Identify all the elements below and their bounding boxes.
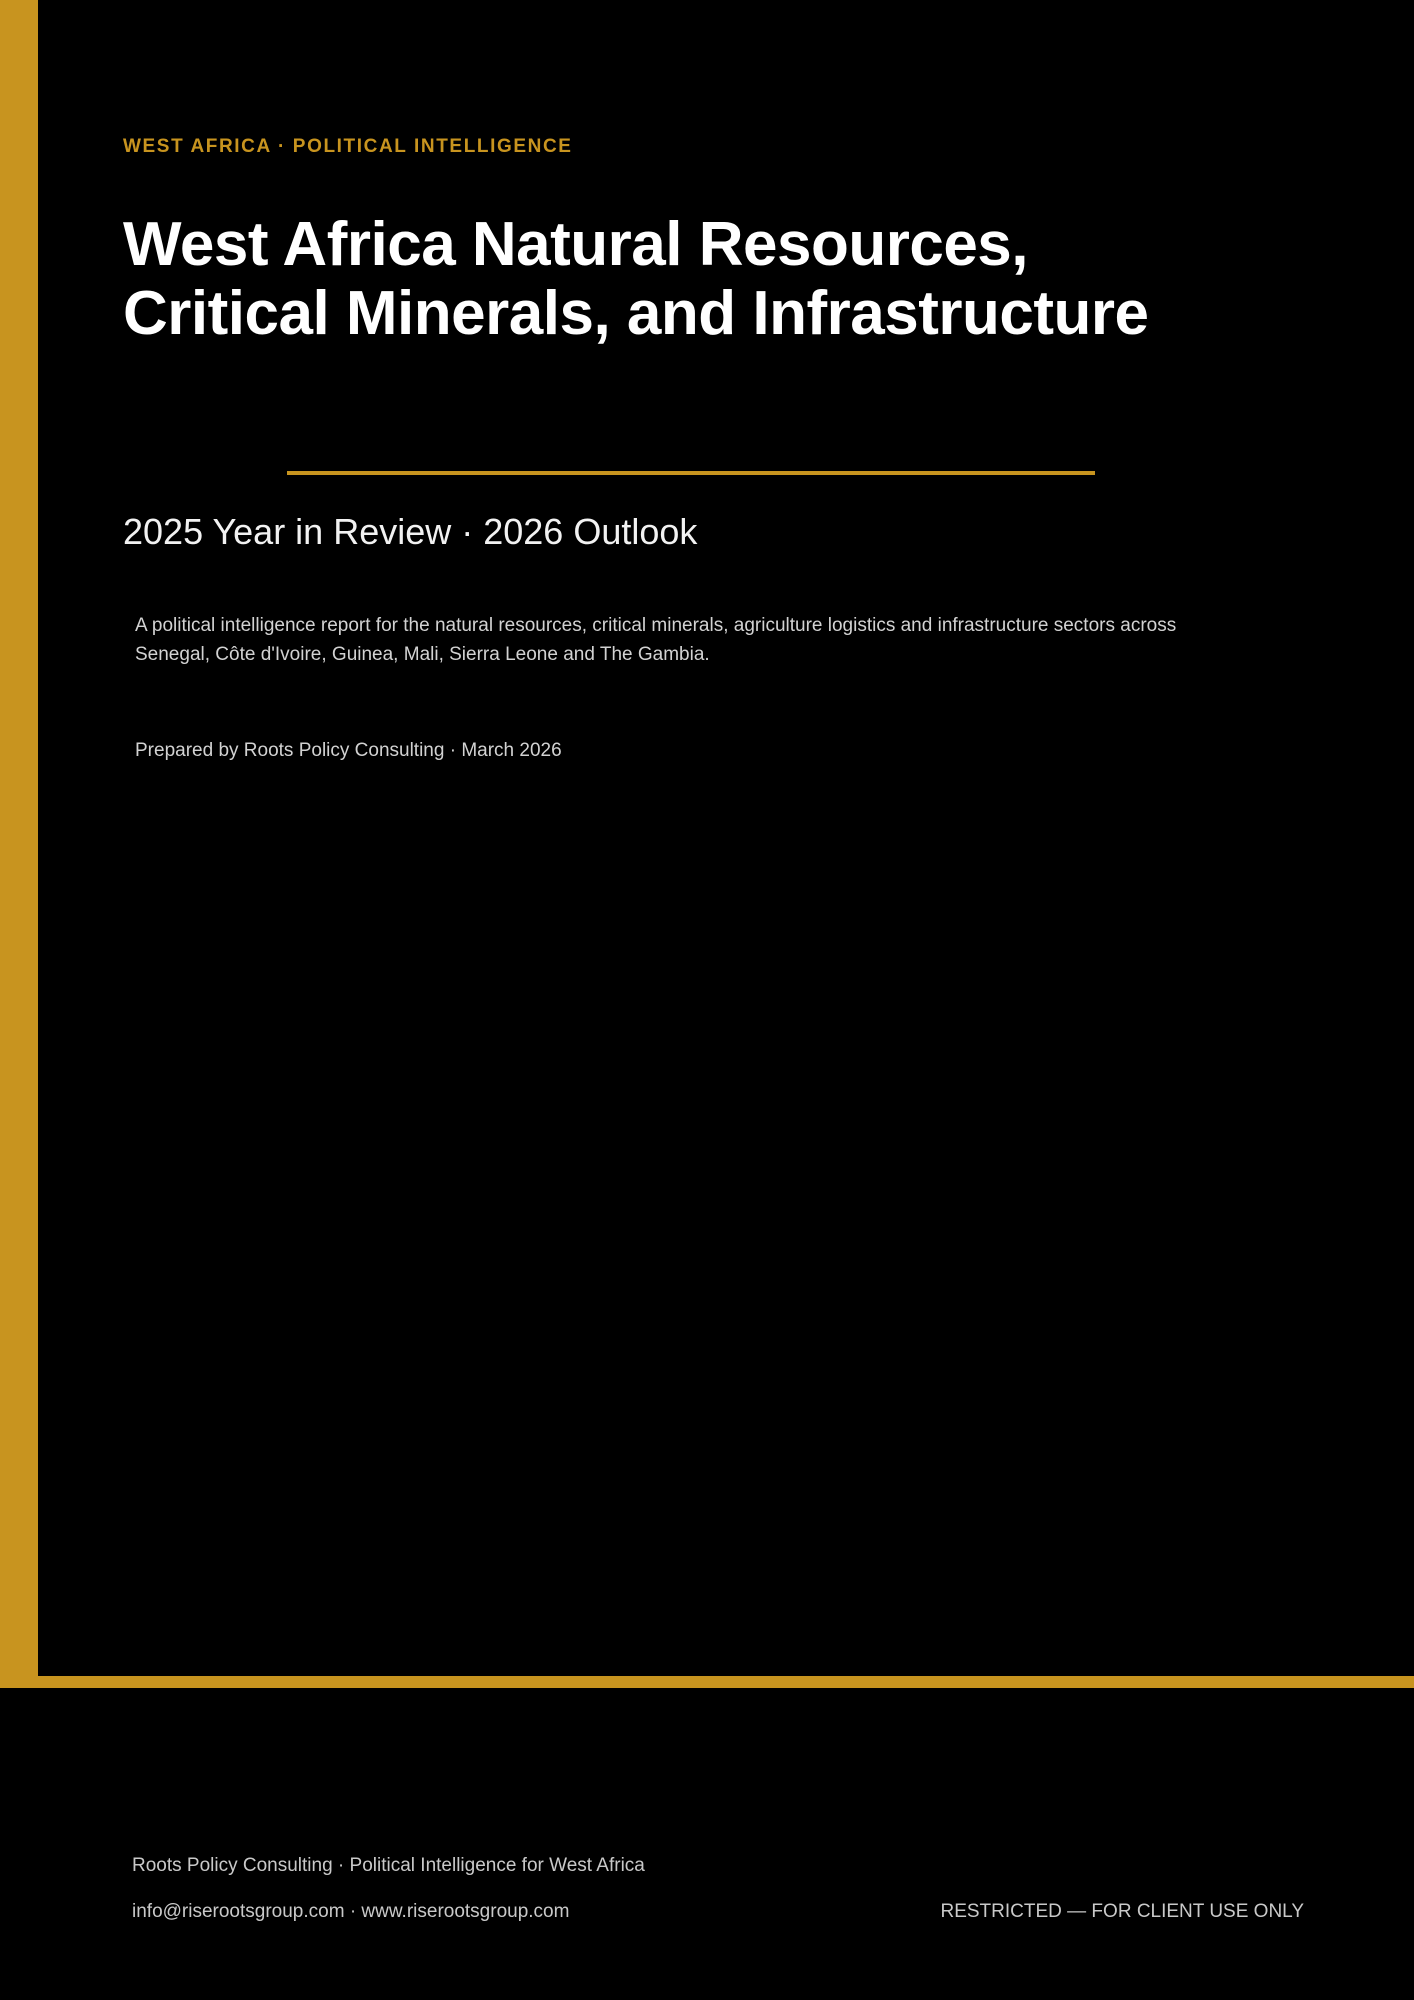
prepared-by-line: Prepared by Roots Policy Consulting · March 2026 xyxy=(135,740,562,761)
report-description: A political intelligence report for the natural resources, critical minerals, agriculture logistics and infrastructure sectors across Senegal, Côte d'Ivoire, Guinea, Mali, Sierra Leone and The Gambia. xyxy=(135,615,1177,666)
page-title: West Africa Natural Resources, Critical Minerals, and Infrastructure xyxy=(123,209,1149,348)
footer-organization: Roots Policy Consulting · Political Intelligence for West Africa xyxy=(132,1855,645,1876)
eyebrow-label: WEST AFRICA · POLITICAL INTELLIGENCE xyxy=(123,136,573,157)
subtitle: 2025 Year in Review · 2026 Outlook xyxy=(123,511,698,552)
footer-restriction-notice: RESTRICTED — FOR CLIENT USE ONLY xyxy=(940,1901,1304,1922)
footer-contact: info@riserootsgroup.com · www.riserootsgroup.com xyxy=(132,1901,570,1922)
title-divider xyxy=(287,471,1095,475)
left-accent-bar xyxy=(0,0,38,1688)
bottom-accent-bar xyxy=(0,1676,1414,1688)
page-footer xyxy=(0,1700,1414,2000)
